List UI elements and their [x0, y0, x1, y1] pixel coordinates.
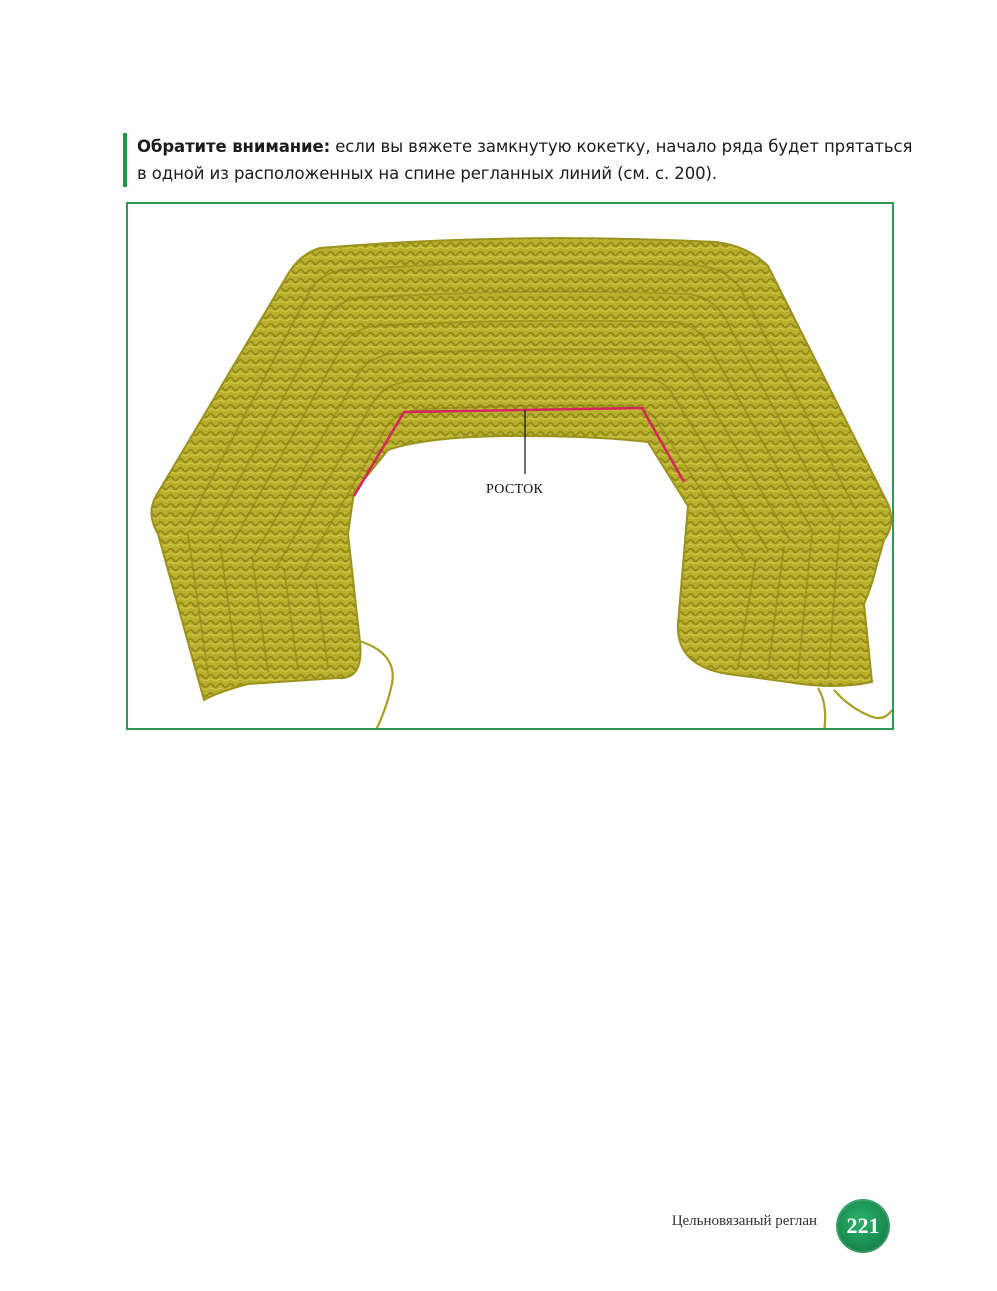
attention-note	[123, 133, 927, 187]
yoke-photo-figure	[126, 202, 894, 730]
crochet-yoke-illustration	[128, 204, 894, 730]
note-text: если вы вяжете замкнутую кокетку, начало ряда будет прятаться в одной из расположенных на спине регланных линий (см. с. 200).	[137, 137, 913, 183]
page-number-badge: 221	[836, 1199, 890, 1253]
footer-section-title: Цельновязаный реглан	[671, 1213, 817, 1229]
note-label: Обратите внимание:	[137, 137, 331, 156]
callout-label-rostok: РОСТОК	[486, 482, 544, 497]
